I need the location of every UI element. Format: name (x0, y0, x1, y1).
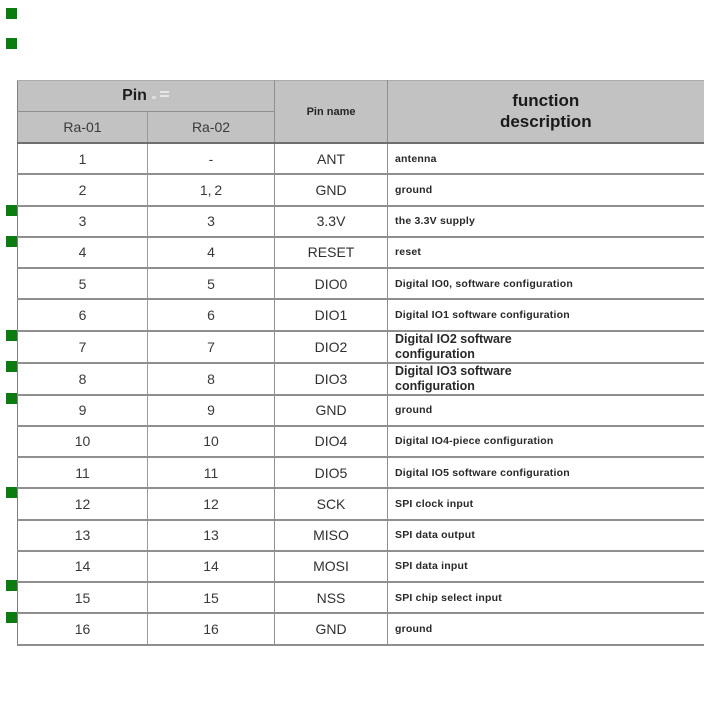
ra02-pin-cell-label: 10 (203, 433, 219, 450)
ra02-pin-cell-label: 7 (207, 338, 215, 355)
function-description-cell-label: Digital IO0, software configuration (395, 277, 573, 290)
ra02-pin-cell-label: 1, 2 (199, 181, 223, 198)
ra01-pin-cell-label: 7 (78, 338, 87, 355)
erased-text-mark (152, 88, 170, 100)
pin-group-header (18, 81, 275, 112)
ra01-pin-cell (18, 520, 148, 551)
table-row (18, 268, 704, 299)
pin-name-cell-label: SCK (316, 495, 346, 512)
ra02-pin-cell (148, 551, 275, 582)
function-description-cell-label: Digital IO3 software configuration (395, 363, 512, 393)
function-description-cell (388, 551, 704, 582)
function-description-cell-label: Digital IO5 software configuration (395, 466, 570, 479)
ra01-pin-cell (18, 426, 148, 457)
table-row (18, 551, 704, 582)
green-square-icon (6, 580, 17, 591)
ra02-pin-cell (148, 237, 275, 268)
ra02-pin-cell-label: 4 (207, 244, 215, 261)
ra02-pin-cell-label: 12 (203, 495, 219, 512)
function-description-cell-label: SPI chip select input (395, 591, 502, 604)
table-row (18, 613, 704, 644)
pin-name-cell (275, 299, 388, 330)
function-description-cell-label: SPI clock input (395, 497, 474, 510)
ra02-pin-cell (148, 613, 275, 644)
ra02-pin-cell-label: 16 (203, 620, 219, 637)
ra01-pin-cell-label: 14 (74, 558, 91, 575)
function-description-cell-label: ground (395, 622, 433, 635)
pin-name-cell (275, 520, 388, 551)
ra01-pin-cell (18, 582, 148, 613)
ra01-pin-cell (18, 206, 148, 237)
function-description-cell (388, 520, 704, 551)
ra01-pin-cell-label: 6 (78, 306, 87, 323)
function-description-cell (388, 143, 704, 174)
ra02-pin-cell (148, 582, 275, 613)
ra01-pin-cell (18, 551, 148, 582)
function-description-cell (388, 331, 704, 363)
table-row (18, 143, 704, 174)
ra01-pin-cell (18, 299, 148, 330)
ra01-pin-cell-label: 13 (74, 527, 91, 544)
pin-name-cell-label: DIO4 (314, 433, 348, 450)
table-row (18, 426, 704, 457)
green-square-icon (6, 205, 17, 216)
ra02-pin-cell (148, 331, 275, 363)
ra01-pin-cell (18, 613, 148, 644)
green-square-icon (6, 361, 17, 372)
function-description-cell (388, 174, 704, 205)
ra01-pin-cell (18, 237, 148, 268)
table-row (18, 174, 704, 205)
function-description-cell (388, 395, 704, 426)
ra01-pin-cell-label: 1 (78, 150, 87, 167)
pin-name-cell-label: DIO2 (314, 338, 348, 355)
pin-name-cell-label: MOSI (313, 558, 349, 575)
ra02-pin-cell-label: 14 (203, 558, 219, 575)
pin-name-cell-label: 3.3V (316, 213, 346, 230)
table-row (18, 457, 704, 488)
ra02-pin-cell-label: 15 (203, 589, 219, 606)
green-square-icon (6, 487, 17, 498)
pin-name-cell (275, 395, 388, 426)
function-description-cell (388, 582, 704, 613)
ra02-pin-cell (148, 426, 275, 457)
function-description-cell (388, 457, 704, 488)
table-row (18, 488, 704, 519)
pin-name-column-header: Pin name (275, 81, 388, 144)
function-description-cell-label: Digital IO1 software configuration (395, 308, 570, 321)
pin-name-cell-label: GND (315, 181, 347, 198)
pin-name-cell (275, 143, 388, 174)
pin-name-cell (275, 488, 388, 519)
ra01-pin-cell-label: 8 (78, 370, 87, 387)
header-row-1 (18, 81, 704, 112)
ra02-pin-cell-label: 8 (207, 370, 215, 387)
ra01-column-header: Ra-01 (18, 112, 148, 144)
pin-name-cell (275, 268, 388, 299)
pin-name-cell-label: GND (315, 402, 347, 419)
ra01-pin-cell-label: 3 (78, 213, 87, 230)
ra01-pin-cell-label: 4 (78, 244, 87, 261)
function-description-cell-label: reset (395, 246, 422, 259)
function-description-cell (388, 237, 704, 268)
ra02-pin-cell (148, 363, 275, 395)
function-description-cell (388, 206, 704, 237)
pin-name-cell (275, 582, 388, 613)
ra02-pin-cell-label: 13 (203, 527, 219, 544)
pin-name-cell (275, 613, 388, 644)
pin-name-cell-label: RESET (307, 244, 355, 261)
ra01-pin-cell-label: 12 (74, 495, 91, 512)
table-row (18, 363, 704, 395)
ra02-pin-cell-label: 9 (207, 402, 215, 419)
function-description-cell (388, 363, 704, 395)
ra02-column-header: Ra-02 (148, 112, 275, 144)
ra02-pin-cell-label: 3 (207, 213, 215, 230)
ra01-pin-cell-label: 15 (74, 589, 91, 606)
ra02-pin-cell (148, 457, 275, 488)
function-description-cell-label: antenna (395, 152, 437, 165)
ra01-pin-cell (18, 395, 148, 426)
pin-name-cell (275, 426, 388, 457)
pin-name-cell (275, 331, 388, 363)
function-description-cell (388, 299, 704, 330)
ra01-pin-cell (18, 331, 148, 363)
pin-name-cell-label: DIO1 (314, 306, 348, 323)
function-description-cell-label: SPI data input (395, 560, 468, 573)
table-row (18, 582, 704, 613)
function-description-cell-label: Digital IO4-piece configuration (395, 435, 554, 448)
table-row (18, 237, 704, 268)
pin-name-cell (275, 237, 388, 268)
ra01-pin-cell-label: 16 (74, 620, 91, 637)
function-description-cell-label: ground (395, 183, 433, 196)
pin-name-cell-label: DIO0 (314, 275, 348, 292)
pin-group-header-label: Pin (122, 87, 147, 104)
ra02-pin-cell (148, 206, 275, 237)
green-square-icon (6, 236, 17, 247)
green-square-icon (6, 38, 17, 49)
pin-name-cell (275, 174, 388, 205)
pin-name-cell (275, 551, 388, 582)
ra02-pin-cell (148, 143, 275, 174)
function-description-column-header (388, 81, 704, 144)
green-square-icon (6, 330, 17, 341)
ra02-pin-cell (148, 268, 275, 299)
ra01-pin-cell-label: 2 (78, 181, 87, 198)
ra01-pin-cell (18, 488, 148, 519)
table-body (18, 143, 704, 645)
ra02-pin-cell (148, 520, 275, 551)
function-description-header-label: function description (499, 91, 592, 131)
ra01-pin-cell (18, 363, 148, 395)
ra02-pin-cell-label: 11 (203, 464, 219, 481)
function-description-cell-label: the 3.3V supply (395, 215, 476, 228)
ra01-pin-cell-label: 9 (78, 402, 87, 419)
function-description-cell (388, 488, 704, 519)
table-row (18, 520, 704, 551)
pin-name-cell-label: MISO (313, 527, 349, 544)
table-row (18, 395, 704, 426)
pin-name-cell-label: DIO3 (314, 370, 348, 387)
green-square-icon (6, 8, 17, 19)
pin-name-cell-label: ANT (317, 150, 346, 167)
pin-name-cell (275, 457, 388, 488)
ra02-pin-cell-label: 5 (207, 275, 215, 292)
pin-name-cell-label: NSS (316, 589, 346, 606)
ra01-pin-cell-label: 11 (75, 464, 90, 481)
function-description-cell-label: Digital IO2 software configuration (395, 331, 512, 361)
green-square-icon (6, 612, 17, 623)
ra01-pin-cell (18, 457, 148, 488)
ra02-pin-cell (148, 488, 275, 519)
ra02-pin-cell (148, 395, 275, 426)
ra01-pin-cell (18, 143, 148, 174)
function-description-cell (388, 613, 704, 644)
pinout-table (17, 80, 704, 646)
pin-name-cell (275, 363, 388, 395)
table-header (18, 81, 704, 144)
table-row (18, 206, 704, 237)
pin-name-cell (275, 206, 388, 237)
function-description-cell (388, 268, 704, 299)
pin-name-cell-label: GND (315, 620, 347, 637)
ra01-pin-cell (18, 268, 148, 299)
table-row (18, 331, 704, 363)
ra02-pin-cell-label: - (208, 150, 214, 167)
ra02-pin-cell-label: 6 (207, 306, 215, 323)
pin-name-cell-label: DIO5 (314, 464, 348, 481)
table-row (18, 299, 704, 330)
ra02-pin-cell (148, 299, 275, 330)
ra02-pin-cell (148, 174, 275, 205)
ra01-pin-cell (18, 174, 148, 205)
function-description-cell-label: SPI data output (395, 529, 476, 542)
green-square-icon (6, 393, 17, 404)
ra01-pin-cell-label: 10 (74, 433, 91, 450)
function-description-cell-label: ground (395, 404, 433, 417)
function-description-cell (388, 426, 704, 457)
ra01-pin-cell-label: 5 (78, 275, 87, 292)
